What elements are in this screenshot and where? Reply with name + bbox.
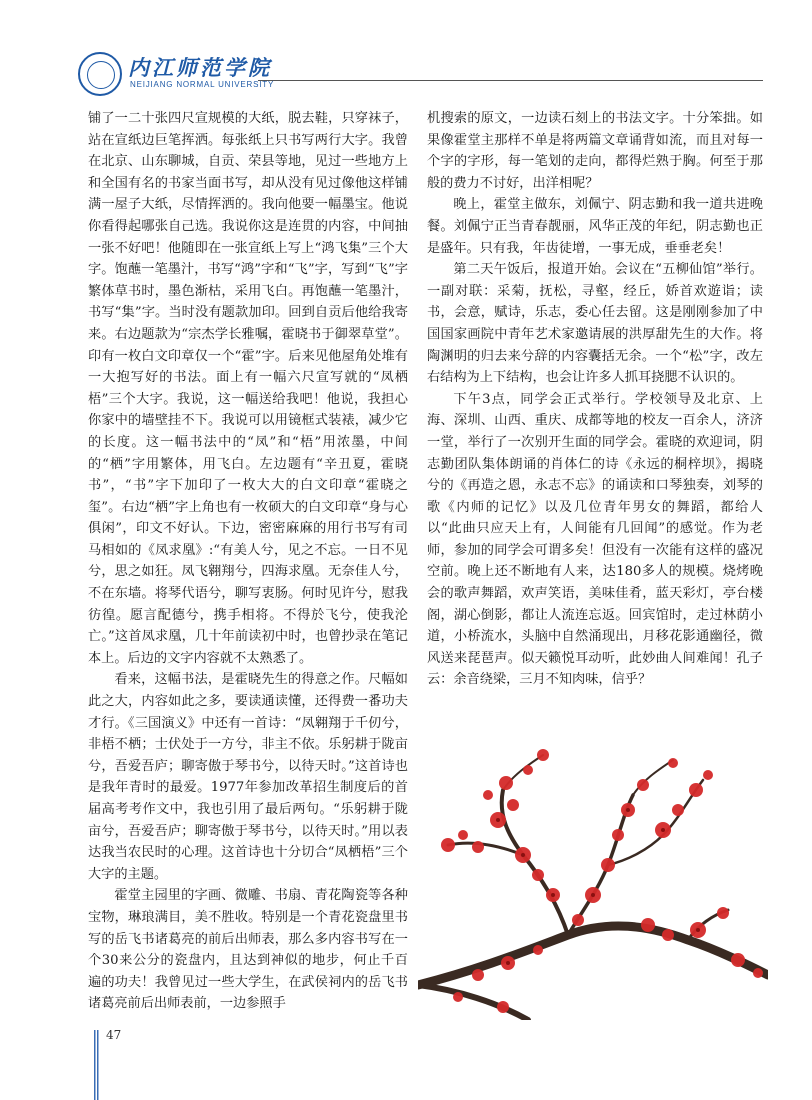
left-column xyxy=(88,108,408,1028)
page-header xyxy=(0,0,812,100)
page-number: 47 xyxy=(106,1028,122,1042)
plum-blossom-illustration xyxy=(418,735,768,1020)
paragraph: 霍堂主园里的字画、微雕、书扇、青花陶瓷等各种宝物，琳琅满目，美不胜收。特别是一个青花瓷盘里书写的岳飞书诸葛亮的前后出师表，那么多内容书写在一个30来公分的瓷盘内，且达到神似的地步，何止千百遍的功夫！我曾见过一些大学生，在武侯祠内的岳飞书诸葛亮前后出师表前，一边参照手 xyxy=(88,888,408,1012)
paragraph: 机搜索的原文，一边读石刻上的书法文字。十分笨拙。如果像霍堂主那样不单是将两篇文章诵背如流，而且对每一个字的字形，每一笔划的走向，都得烂熟于胸。何至于那般的费力不讨好，出洋相呢？ xyxy=(427,111,763,191)
paragraph: 下午3点，同学会正式举行。学校领导及北京、上海、深圳、山西、重庆、成都等地的校友一百余人，济济一堂，举行了一次别开生面的同学会。霍晓的欢迎词，阴志勤团队集体朗诵的肖体仁的诗《永远的桐梓坝》，揭晓兮的《再造之恩，永志不忘》的诵读和口琴独奏，刘琴的歌《内师的记忆》以及几位青年男女的舞蹈，都给人以“此曲只应天上有，人间能有几回闻”的感觉。作为老师，参加的同学会可谓多矣！但没有一次能有这样的盛况空前。晚上还不断地有人来，达180多人的规模。烧烤晚会的歌声舞蹈，欢声笑语，美味佳肴，蓝天彩灯，亭台楼阁，湖心倒影，都让人流连忘返。回宾馆时，走过林荫小道，小桥流水，头脑中自然涌现出，月移花影通幽径，微风送来琵琶声。似天籁悦耳动听，此妙曲人间难闻！孔子云：余音绕梁，三月不知肉味，信乎？ xyxy=(427,391,763,688)
paragraph: 铺了一二十张四尺宣规模的大纸，脱去鞋，只穿袜子，站在宣纸边巨笔挥洒。每张纸上只书写两行大字。我曾在北京、山东聊城，自贡、荣县等地，见过一些地方上和全国有名的书家当面书写，却从没有见过像他这样铺满一屋子大纸，尽情挥洒的。我向他要一幅墨宝。他说你看得起哪张自己选。我说你这是连贯的内容，中间抽一张不好吧！他随即在一张宣纸上写上“鸿飞集”三个大字。饱蘸一笔墨汁，书写“鸿”字和“飞”字，写到“飞”字繁体草书时，墨色渐枯，采用飞白。再饱蘸一笔墨汁，书写“集”字。当时没有题款加印。回到自贡后他给我寄来。右边题款为“宗杰学长雅嘱，霍晓书于御翠草堂”。印有一枚白文印章仅一个“霍”字。后来见他屋角处堆有一大抱写好的书法。面上有一幅六尺宣写就的“凤栖梧”三个大字。我说，这一幅送给我吧！他说，我担心你家中的墙壁挂不下。我说可以用镜框式装裱，减少它的长度。这一幅书法中的“凤”和“梧”用浓墨，中间的“栖”字用繁体，用飞白。左边题有“辛丑夏，霍晓书”，“书”字下加印了一枚大大的白文印章“霍晓之玺”。右边“栖”字上角也有一枚硕大的白文印章“身与心俱闲”，印文不好认。下边，密密麻麻的用行书写有司马相如的《凤求凰》:“有美人兮，见之不忘。一日不见兮，思之如狂。凤飞翱翔兮，四海求凰。无奈佳人兮，不在东墙。将琴代语兮，聊写衷肠。何时见许兮，慰我彷徨。愿言配德兮，携手相将。不得於飞兮，使我沦亡。”这首凤求凰，几十年前读初中时，也曾抄录在笔记本上。后边的文字内容就不太熟悉了。 xyxy=(88,111,408,666)
paragraph: 看来，这幅书法，是霍晓先生的得意之作。尺幅如此之大，内容如此之多，要读通读懂，还得费一番功夫才行。《三国演义》中还有一首诗：“凤翱翔于千仞兮，非梧不栖；士伏处于一方兮，非主不依。乐躬耕于陇亩兮，吾爱吾庐；聊寄傲于琴书兮，以待天时。”这首诗也是我年青时的最爱。1977年参加改革招生制度后的首届高考考作文中，我也引用了最后两句。“乐躬耕于陇亩兮，吾爱吾庐；聊寄傲于琴书兮，以待天时。”用以表达我当农民时的心理。这首诗也十分切合“凤栖梧”三个大字的主题。 xyxy=(88,672,408,882)
paragraph: 晚上，霍堂主做东，刘佩宁、阴志勤和我一道共进晚餐。刘佩宁正当青春靓丽，风华正茂的年纪，阴志勤也正是盛年。只有我，年齿徒增，一事无成，垂垂老矣！ xyxy=(427,197,763,256)
header-rule xyxy=(258,80,763,81)
right-column xyxy=(427,108,763,728)
paragraph: 第二天午饭后，报道开始。会议在“五柳仙馆”举行。一副对联：采菊，抚松，寻壑，经丘，娇首欢遊诣；读书，会意，赋诗，乐志，委心任去留。这是刚刚参加了中国国家画院中青年艺术家邀请展的洪厚甜先生的大作。将陶渊明的归去来兮辞的内容囊括无余。一个“松”字，改左右结构为上下结构，也会让许多人抓耳挠腮不认识的。 xyxy=(427,262,763,386)
footer-decoration xyxy=(94,1030,100,1100)
university-seal-icon xyxy=(78,52,122,96)
university-name-en: NEIJIANG NORMAL UNIVERSITY xyxy=(130,80,275,89)
university-name-cn: 内江师范学院 xyxy=(128,56,272,80)
